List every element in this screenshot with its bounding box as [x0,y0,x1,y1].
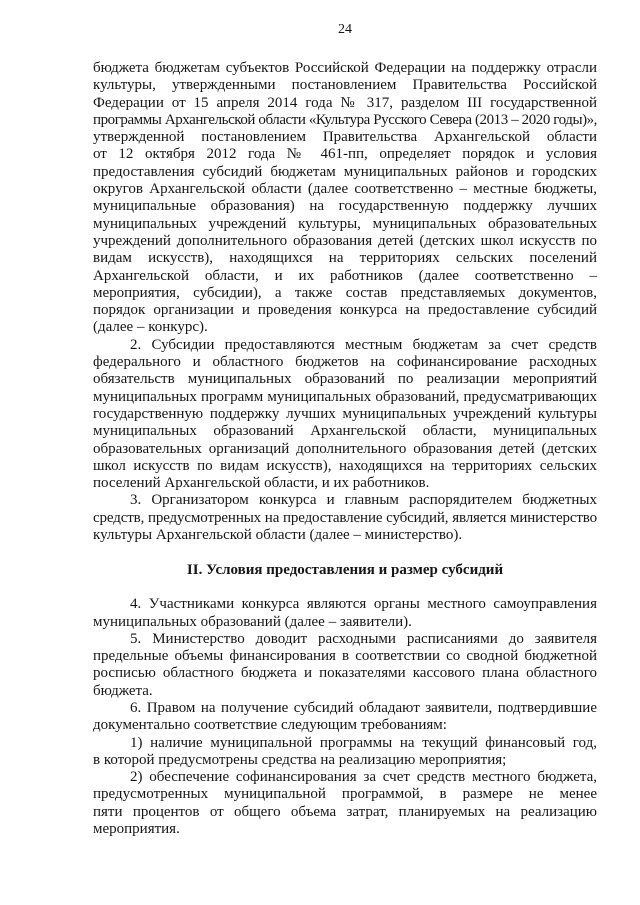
section-heading: II. Условия предоставления и размер субсидий [186,561,504,578]
text-line: порядок организации и проведения конкурса на предоставление субсидий [93,302,597,319]
text-line: школ искусств по видам искусств), находящихся на территориях сельских [93,457,597,474]
text-line: утвержденной постановлением Правительства Архангельской области [93,129,597,146]
text-line: программы Архангельской области «Культура Русского Севера (2013 – 2020 годы)», [93,111,597,128]
paragraph-3 [93,492,597,544]
text-line: 4. Участниками конкурса являются органы местного самоуправления [130,596,597,613]
paragraph-6 [93,700,597,735]
list-item-1 [93,735,597,770]
paragraph-2 [93,337,597,493]
text-line: муниципальных образований (далее – заявители). [93,613,412,630]
text-line: видам искусств), находящихся на территориях сельских поселений [93,250,597,267]
text-line: 6. Правом на получение субсидий обладают заявители, подтвердившие [130,699,597,716]
text-line: обязательств муниципальных образований по реализации мероприятий [93,371,597,388]
text-line: 5. Министерство доводит расходными расписаниями до заявителя [130,630,597,647]
text-line: муниципальные образования) на государственную поддержку лучших [93,198,597,215]
text-line: (далее – конкурс). [93,319,208,336]
text-line: культуры, утвержденными постановлением Правительства Российской [93,77,597,94]
text-line: предусмотренных муниципальной программой, в размере не менее [93,786,597,803]
text-line: поселений Архангельской области, и их работников. [93,475,430,492]
text-line: культуры Архангельской области (далее – министерство). [93,527,463,544]
text-line: предельные объемы финансирования в соответствии со сводной бюджетной [93,648,597,665]
paragraph-5 [93,631,597,700]
page-number: 24 [338,22,352,37]
text-line: предоставления субсидий бюджетам муниципальных районов и городских [93,163,597,180]
text-line: бюджета. [93,682,153,699]
text-line: 3. Организатором конкурса и главным распорядителем бюджетных [130,492,597,509]
paragraph-4 [93,596,597,631]
text-line: пяти процентов от общего объема затрат, планируемых на реализацию [93,803,597,820]
text-line: росписью областного бюджета и показателями кассового плана областного [93,665,597,682]
text-line: от 12 октября 2012 года № 461-пп, определяет порядок и условия [93,146,597,163]
text-line: Архангельской области, и их работников (далее соответственно – [93,267,597,284]
text-line: муниципальных программ муниципальных образований, предусматривающих [93,388,597,405]
text-line: государственную поддержку лучших муниципальных учреждений культуры [93,405,597,422]
document-body [93,60,597,838]
text-line: учреждений дополнительного образования детей (детских школ искусств по [93,232,597,249]
text-line: округов Архангельской области (далее соответственно – местные бюджеты, [93,181,597,198]
text-line: федерального и областного бюджетов на софинансирование расходных [93,354,597,371]
text-line: 2. Субсидии предоставляются местным бюджетам за счет средств [130,336,597,353]
list-item-2 [93,769,597,838]
text-line: 2) обеспечение софинансирования за счет средств местного бюджета, [130,769,597,786]
text-line: 1) наличие муниципальной программы на текущий финансовый год, [130,734,597,751]
text-line: Федерации от 15 апреля 2014 года № 317, разделом III государственной [93,94,597,111]
text-line: образовательных организаций дополнительного образования детей (детских [93,440,597,457]
paragraph-continued [93,60,597,337]
text-line: в которой предусмотрены средства на реализацию мероприятия; [93,751,507,768]
text-line: документально соответствие следующим требованиям: [93,717,447,734]
text-line: средств, предусмотренных на предоставление субсидий, является министерство [93,509,597,526]
text-line: муниципальных образований Архангельской области, муниципальных [93,423,597,440]
text-line: муниципальных учреждений культуры, муниципальных образовательных [93,215,597,232]
text-line: мероприятия. [93,821,180,838]
text-line: бюджета бюджетам субъектов Российской Федерации на поддержку отрасли [93,60,597,76]
text-line: мероприятия, субсидии), а также состав представляемых документов, [93,284,597,301]
